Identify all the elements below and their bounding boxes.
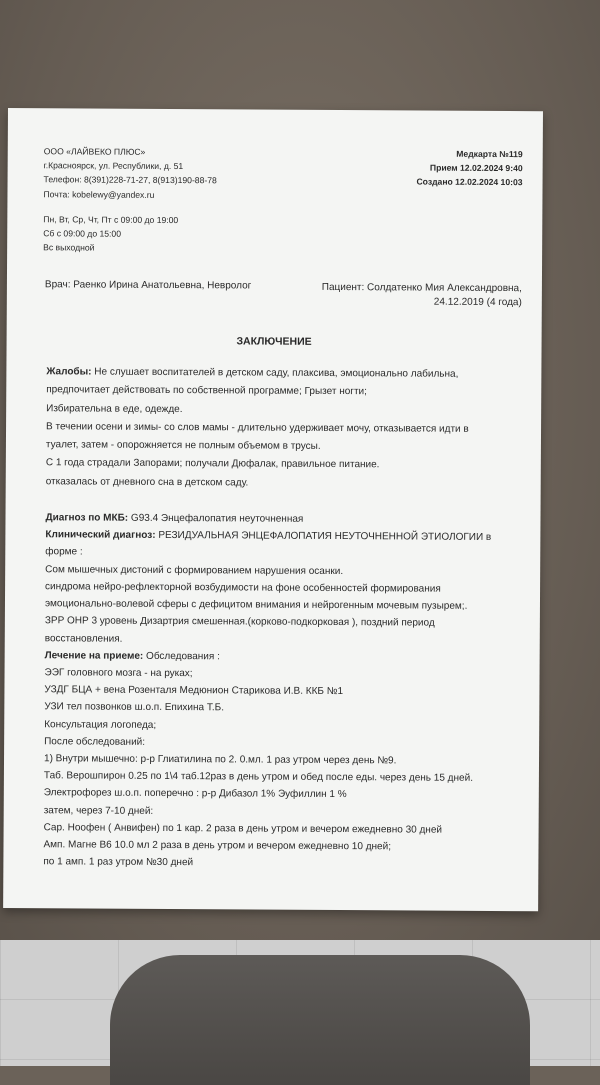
doctor-name: Врач: Раенко Ирина Анатольевна, Невролог — [44, 279, 252, 292]
clinical-diagnosis-line: синдрома нейро-рефлекторной возбудимости на фоне особенностей формирования — [45, 581, 441, 595]
treatment-value: Обследования : — [143, 650, 220, 663]
treatment-line: Таб. Верошпирон 0.25 по 1\4 таб.12раз в день утром и обед после еды. через день 15 дней. — [43, 770, 474, 784]
medcard-number: Медкарта №119 — [456, 148, 523, 160]
clinical-diagnosis-label: Клинический диагноз: — [45, 529, 156, 542]
treatment-line: затем, через 7-10 дней: — [43, 804, 154, 817]
treatment-line: Амп. Магне В6 10.0 мл 2 раза в день утром и вечером ежедневно 10 дней; — [43, 839, 392, 853]
treatment-line: После обследований: — [44, 735, 146, 748]
clinic-address: г.Красноярск, ул. Республики, д. 51 — [43, 160, 184, 172]
patient-info — [322, 281, 522, 310]
clinical-diagnosis-line: форме : — [45, 546, 83, 558]
hours-sunday: Вс выходной — [43, 242, 95, 253]
treatment-line: Электрофорез ш.о.п. поперечно : р-р Дибазол 1% Эуфиллин 1 % — [43, 787, 347, 801]
treatment-line: УЗДГ БЦА + вена Розенталя Медюнион Старикова И.В. ККБ №1 — [44, 684, 344, 698]
working-hours — [43, 212, 178, 255]
hours-weekdays: Пн, Вт, Ср, Чт, Пт с 09:00 до 19:00 — [43, 214, 179, 226]
treatment-line: Консультация логопеда; — [44, 718, 157, 731]
treatment-line: УЗИ тел позвонков ш.о.п. Епихина Т.Б. — [44, 701, 225, 714]
treatment-line: Сар. Ноофен ( Анвифен) по 1 кар. 2 раза в день утром и вечером ежедневно 30 дней — [43, 821, 443, 836]
treatment-line: ЭЭГ головного мозга - на руках; — [44, 667, 193, 680]
clinic-name: ООО «ЛАЙВЕКО ПЛЮС» — [43, 146, 146, 157]
complaints-line: С 1 года страдали Запорами; получали Дюфалак, правильное питание. — [45, 457, 380, 471]
created-time: Создано 12.02.2024 10:03 — [416, 176, 523, 188]
treatment-line: 1) Внутри мышечно: р-р Глиатилина по 2. 0.мл. 1 раз утром через день №9. — [43, 753, 397, 767]
hours-saturday: Сб с 09:00 до 15:00 — [43, 228, 122, 239]
clinic-phone: Телефон: 8(391)228-71-27, 8(913)190-88-78 — [43, 174, 217, 186]
complaints-label: Жалобы: — [46, 366, 92, 378]
patient-dob: 24.12.2019 (4 года) — [433, 296, 522, 309]
complaints-line: предпочитает действовать по собственной программе; Грызет ногти; — [46, 384, 367, 398]
appointment-time: Прием 12.02.2024 9:40 — [429, 162, 523, 174]
clinical-diagnosis-line: восстановления. — [44, 632, 123, 645]
complaints-line: отказалась от дневного сна в детском саду. — [45, 476, 249, 489]
medical-report-sheet — [3, 108, 543, 911]
mkb-diagnosis-label: Диагноз по МКБ: — [45, 512, 129, 524]
complaints-line: В течении осени и зимы- со слов мамы - длительно удерживает мочу, отказывается идти в — [46, 421, 469, 435]
patient-name: Пациент: Солдатенко Мия Александровна, — [321, 281, 522, 295]
complaints-line: Избирательна в еде, одежде. — [46, 402, 183, 415]
report-title: ЗАКЛЮЧЕНИЕ — [236, 335, 312, 348]
mkb-diagnosis-value: G93.4 Энцефалопатия неуточненная — [128, 512, 304, 525]
treatment-label: Лечение на приеме: — [44, 649, 144, 662]
complaints-text: Не слушает воспитателей в детском саду, плаксива, эмоционально лабильна, — [91, 366, 459, 380]
clinical-diagnosis-line: ЗРР ОНР 3 уровень Дизартрия смешенная.(корково-подкорковая ), поздний период — [44, 615, 435, 629]
complaints-line: туалет, затем - опорожняется не полным объемом в трусы. — [45, 439, 321, 453]
clinical-diagnosis-line: Сом мышечных дистоний с формированием нарушения осанки. — [45, 563, 344, 577]
record-info — [416, 146, 522, 189]
report-body — [43, 363, 536, 873]
clinic-email: Почта: kobelewy@yandex.ru — [43, 188, 155, 200]
clinical-diagnosis-value: РЕЗИДУАЛЬНАЯ ЭНЦЕФАЛОПАТИЯ НЕУТОЧНЕННОЙ ЭТИОЛОГИИ в — [155, 530, 492, 544]
clinical-diagnosis-line — [45, 527, 535, 547]
clinical-diagnosis-line: эмоционально-волевой сферы с дефицитом внимания и нейрогенным мочевым пузырем;. — [44, 598, 468, 612]
clinic-info — [43, 144, 343, 203]
diagnosis-section — [43, 509, 535, 873]
treatment-line: по 1 амп. 1 раз утром №30 дней — [43, 856, 194, 869]
